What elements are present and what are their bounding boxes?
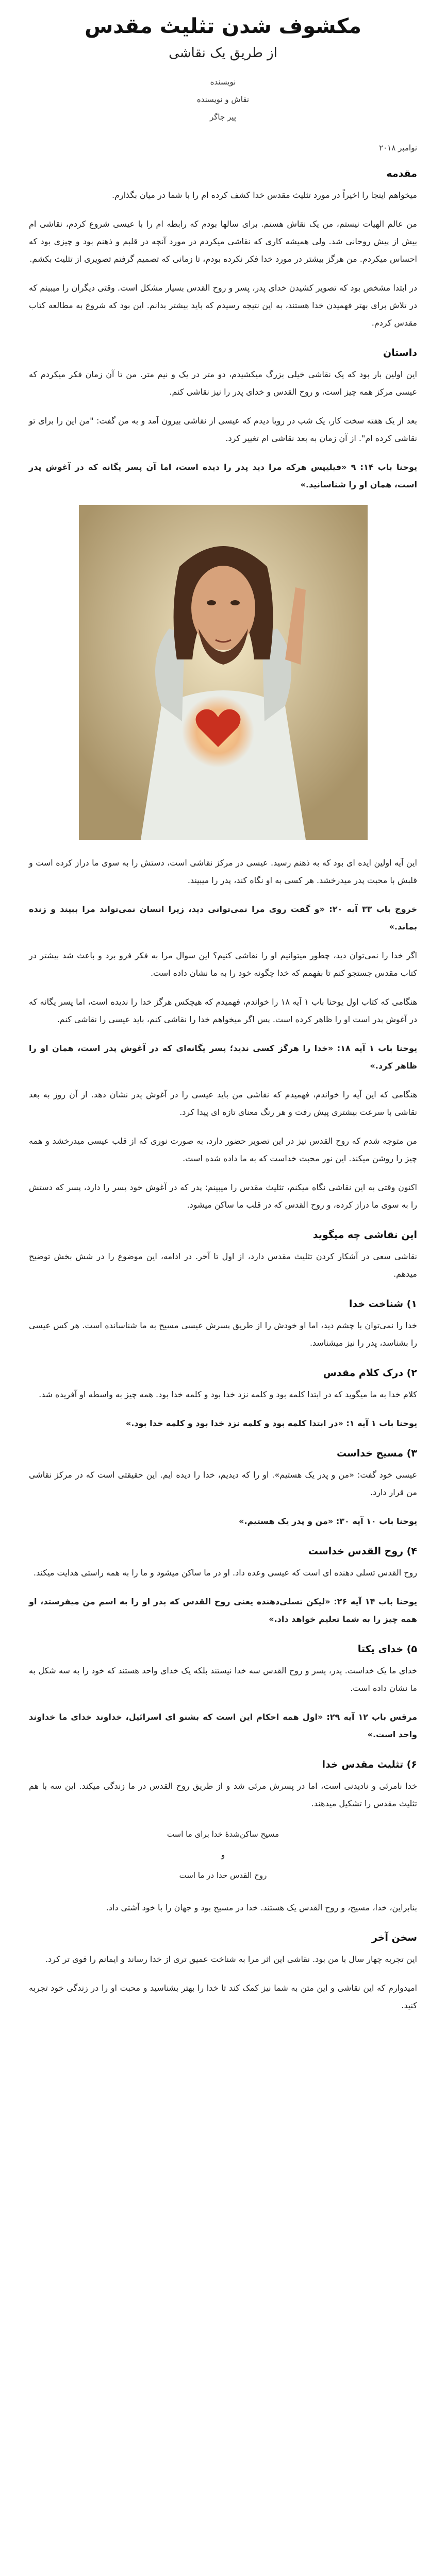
painting-eye-right <box>230 600 240 605</box>
intro-paragraph: من عالم الهیات نیستم، من یک نقاش هستم. برای سالها بودم که رابطه ام را با عیسی شروع کردم، نقاشی ام بیش از پیش روحانی شد. ولی همیشه کاری که نقاشی میکردم در مورد آنچه در قلبم و ذهنم بود و چیزی بود که احساس میکردم. من هرگز بیشتر در مورد خدا فکر نکرده بودم، تا زمانی که تصمیم گرفتم تصویری از تثلیث بکشم. <box>29 219 417 264</box>
section-heading-intro: مقدمه <box>386 168 417 179</box>
painting-image <box>79 505 368 840</box>
jesus-painting <box>79 505 368 840</box>
subsection-paragraph: خدا را نمی‌توان با چشم دید، اما او خودش را از طریق پسرش عیسی مسیح به ما شناسانده است. هر کس عیسی را بشناسد، پدر را نیز میشناسد. <box>29 1320 417 1348</box>
page-title: مکشوف شدن تثلیث مقدس <box>85 14 361 38</box>
story-paragraph: هنگامی که کتاب اول یوحنا باب ۱ آیه ۱۸ را خواندم، فهمیدم که هیچکس هرگز خدا را ندیده است، اما پسر یگانه که در آغوش پدر است او را ظاهر کرده است. پس اگر میخواهم خدا را نقاشی کنم، باید عیسی را نقاشی کنم. <box>29 997 418 1024</box>
story-paragraph: اکنون وقتی به این نقاشی نگاه میکنم، تثلیث مقدس را میبینم: پدر که در آغوش خود پسر را دارد، پسر که دستش را به سوی ما دراز کرده، و روح القدس که در قلب ما ساکن میشود. <box>29 1182 417 1210</box>
bible-verse: یوحنا باب ۱۴: ۹ «فیلیپس هرکه مرا دید پدر را دیده است، اما آن پسر یگانه که در آغوش پدر است، همان او را شناسانید.» <box>29 462 418 489</box>
publish-date: نوامبر ۲۰۱۸ <box>379 143 417 152</box>
subsection-paragraph: بنابراین، خدا، مسیح، و روح القدس یک هستند. خدا در مسیح بود و جهان را با خود آشتی داد. <box>106 1903 417 1912</box>
author-role: نقاش و نویسنده <box>196 95 250 104</box>
story-paragraph: بعد از یک هفته سخت کار، یک شب در رویا دیدم که عیسی از نقاشی بیرون آمد و به من گفت: "من این را برای تو نقاشی کرده ام". از آن زمان به بعد نقاشی ام تغییر کرد. <box>29 416 417 443</box>
subsection-heading: ۲) درک کلام مقدس <box>323 1367 417 1379</box>
bible-verse: خروج باب ۳۳ آیه ۲۰: «و گفت روی مرا نمی‌توانی دید، زیرا انسان نمی‌تواند مرا ببیند و زنده بماند.» <box>29 904 418 931</box>
intro-paragraph: میخواهم اینجا را اخیراً در مورد تثلیث مقدس خدا کشف کرده ام را با شما در میان بگذارم. <box>111 190 417 200</box>
story-paragraph: این آیه اولین ایده ای بود که به ذهنم رسید. عیسی در مرکز نقاشی است، دستش را به سوی ما دراز کرده است و قلبش با محبت پدر میدرخشد. هر کسی به او نگاه کند، پدر را میبیند. <box>29 858 417 885</box>
story-paragraph: اگر خدا را نمی‌توان دید، چطور میتوانیم او را نقاشی کنیم؟ این سوال مرا به فکر فرو برد و باعث شد بیشتر در کتاب مقدس جستجو کنم تا بفهمم که خدا چگونه خود را به ما نشان داده است. <box>29 951 417 978</box>
subsection-heading: ۵) خدای یکتا <box>357 1643 417 1655</box>
bible-verse: یوحنا باب ۱ آیه ۱: «در ابتدا کلمه بود و کلمه نزد خدا بود و کلمه خدا بود.» <box>125 1418 417 1428</box>
intro-paragraph: در ابتدا مشخص بود که تصویر کشیدن خدای پدر، پسر و روح القدس بسیار مشکل است. وقتی دیگران را میبینم که در تلاش برای بهتر فهمیدن خدا هستند، به این نتیجه رسیدم که باید بیشتر بدانم. این بود که شروع به مطالعه کتاب مقدس کردم. <box>29 283 417 328</box>
centered-line: مسیح ساکن‌شدهٔ خدا برای ما است <box>167 1829 279 1839</box>
subsection-heading: ۴) روح القدس خداست <box>308 1546 417 1557</box>
story-paragraph: هنگامی که این آیه را خواندم، فهمیدم که نقاشی من باید عیسی را در آغوش پدر نشان دهد. از آن روز به بعد نقاشی با سرعت بیشتری پیش رفت و هر رنگ معنای تازه ای پیدا کرد. <box>29 1090 417 1117</box>
conclusion-paragraph: این تجربه چهار سال با من بود. نقاشی این اثر مرا به شناخت عمیق تری از خدا رساند و ایمانم را قوی تر کرد. <box>45 1954 417 1964</box>
author-block <box>29 73 417 126</box>
bible-verse: یوحنا باب ۱۴ آیه ۲۶: «لیکن تسلی‌دهنده یعنی روح القدس که پدر او را به اسم من میفرستد، او همه چیز را به شما تعلیم خواهد داد.» <box>29 1597 418 1624</box>
bible-verse: یوحنا باب ۱ آیه ۱۸: «خدا را هرگز کسی ندید؛ پسر یگانه‌ای که در آغوش پدر است، همان او را ظاهر کرد.» <box>29 1043 417 1071</box>
section-heading-meaning: این نقاشی چه میگوید <box>312 1229 417 1241</box>
story-paragraph: این اولین بار بود که یک نقاشی خیلی بزرگ میکشیدم، دو متر در یک و نیم متر. من تا آن زمان فکر میکردم که عیسی مرکز همه چیز است، و روح القدس و خدای پدر را نیز نقاشی کنم. <box>29 369 417 397</box>
subsection-heading: ۱) شناخت خدا <box>349 1298 417 1310</box>
subsection-heading: ۳) مسیح خداست <box>336 1448 417 1459</box>
painting-eye-left <box>207 600 216 605</box>
section-heading-story: داستان <box>383 347 417 359</box>
subsection-paragraph: عیسی خود گفت: «من و پدر یک هستیم». او را که دیدیم، خدا را دیده ایم. این حقیقتی است که در مرکز نقاشی من قرار دارد. <box>29 1470 417 1497</box>
page-subtitle: از طریق یک نقاشی <box>169 45 277 61</box>
subsection-paragraph: روح القدس تسلی دهنده ای است که عیسی وعده داد. او در ما ساکن میشود و ما را به همه راستی هدایت میکند. <box>33 1568 417 1578</box>
section-heading-conclusion: سخن آخر <box>371 1932 417 1943</box>
subsection-heading: ۶) تثلیث مقدس خدا <box>322 1759 417 1770</box>
centered-line: روح القدس خدا در ما است <box>179 1871 267 1880</box>
centered-line: و <box>221 1850 225 1859</box>
conclusion-paragraph: امیدوارم که این نقاشی و این متن به شما نیز کمک کند تا خدا را بهتر بشناسید و محبت او را در زندگی خود تجربه کنید. <box>29 1983 417 2010</box>
centered-statement <box>29 1824 417 1886</box>
bible-verse: یوحنا باب ۱۰ آیه ۳۰: «من و پدر یک هستیم.» <box>239 1516 417 1526</box>
meaning-paragraph: نقاشی سعی در آشکار کردن تثلیث مقدس دارد، از اول تا آخر. در ادامه، این موضوع را در شش بخش توضیح میدهم. <box>29 1251 417 1279</box>
author-label: نویسنده <box>210 77 236 87</box>
subsection-paragraph: کلام خدا به ما میگوید که در ابتدا کلمه بود و کلمه نزد خدا بود و کلمه خدا بود. همه چیز به واسطه او آفریده شد. <box>39 1389 417 1399</box>
author-name: پیر جاگر <box>209 112 236 122</box>
subsection-paragraph: خدای ما یک خداست. پدر، پسر و روح القدس سه خدا نیستند بلکه یک خدای واحد هستند که خود را به سه شکل به ما نشان داده است. <box>29 1666 417 1693</box>
story-paragraph: من متوجه شدم که روح القدس نیز در این تصویر حضور دارد، به صورت نوری که از قلب عیسی میدرخشد و همه چیز را روشن میکند. این نور محبت خداست که به ما داده شده است. <box>29 1136 417 1163</box>
bible-verse: مرقس باب ۱۲ آیه ۲۹: «اول همه احکام این است که بشنو ای اسرائیل، خداوند خدای ما خداوند واحد است.» <box>29 1712 418 1739</box>
subsection-paragraph: خدا نامرئی و نادیدنی است، اما در پسرش مرئی شد و از طریق روح القدس در ما زندگی میکند. این سه با هم تثلیث مقدس را تشکیل میدهند. <box>29 1781 417 1808</box>
